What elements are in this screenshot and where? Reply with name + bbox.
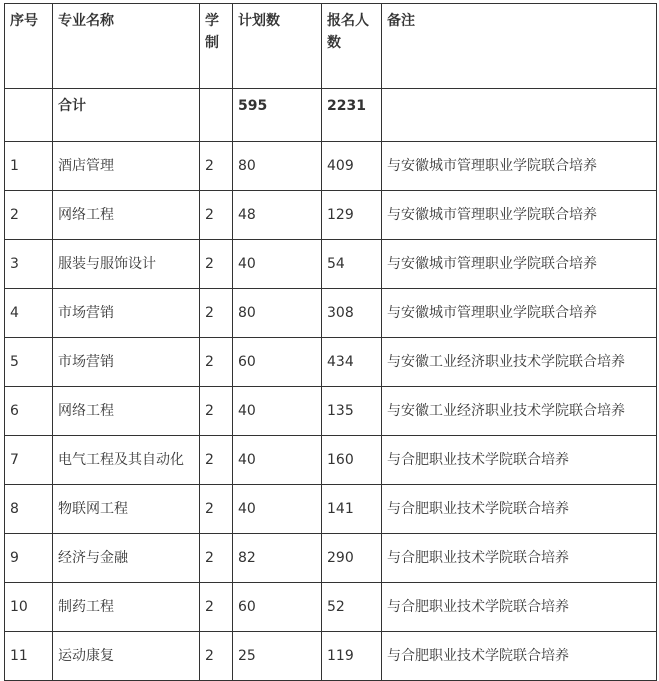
cell-applicants: 52 (322, 583, 382, 632)
cell-notes: 与安徽工业经济职业技术学院联合培养 (382, 387, 657, 436)
cell-index: 11 (5, 632, 53, 681)
cell-plan: 40 (233, 240, 322, 289)
cell-major: 经济与金融 (53, 534, 200, 583)
cell-years: 2 (200, 534, 233, 583)
cell-applicants: 129 (322, 191, 382, 240)
cell-plan: 40 (233, 485, 322, 534)
cell-notes: 与合肥职业技术学院联合培养 (382, 583, 657, 632)
total-row (5, 89, 657, 142)
cell-index: 5 (5, 338, 53, 387)
cell-notes: 与合肥职业技术学院联合培养 (382, 534, 657, 583)
cell-major: 电气工程及其自动化 (53, 436, 200, 485)
total-index (5, 89, 53, 142)
cell-notes: 与安徽城市管理职业学院联合培养 (382, 142, 657, 191)
header-index: 序号 (5, 4, 53, 89)
table-row (5, 338, 657, 387)
cell-notes: 与合肥职业技术学院联合培养 (382, 485, 657, 534)
table-row (5, 240, 657, 289)
table-row (5, 534, 657, 583)
enrollment-table (4, 3, 657, 681)
cell-index: 6 (5, 387, 53, 436)
cell-applicants: 290 (322, 534, 382, 583)
cell-major: 物联网工程 (53, 485, 200, 534)
cell-applicants: 434 (322, 338, 382, 387)
cell-major: 服装与服饰设计 (53, 240, 200, 289)
total-years (200, 89, 233, 142)
cell-applicants: 141 (322, 485, 382, 534)
total-plan: 595 (233, 89, 322, 142)
cell-applicants: 160 (322, 436, 382, 485)
cell-notes: 与安徽城市管理职业学院联合培养 (382, 289, 657, 338)
cell-major: 酒店管理 (53, 142, 200, 191)
cell-major: 网络工程 (53, 387, 200, 436)
cell-years: 2 (200, 289, 233, 338)
cell-years: 2 (200, 142, 233, 191)
cell-plan: 60 (233, 338, 322, 387)
cell-years: 2 (200, 338, 233, 387)
cell-index: 2 (5, 191, 53, 240)
header-major: 专业名称 (53, 4, 200, 89)
cell-major: 市场营销 (53, 338, 200, 387)
cell-major: 市场营销 (53, 289, 200, 338)
header-years: 学制 (200, 4, 233, 89)
table-row (5, 289, 657, 338)
cell-index: 10 (5, 583, 53, 632)
header-applicants: 报名人数 (322, 4, 382, 89)
cell-plan: 80 (233, 142, 322, 191)
cell-years: 2 (200, 191, 233, 240)
cell-notes: 与安徽城市管理职业学院联合培养 (382, 240, 657, 289)
cell-years: 2 (200, 436, 233, 485)
cell-notes: 与安徽工业经济职业技术学院联合培养 (382, 338, 657, 387)
cell-notes: 与合肥职业技术学院联合培养 (382, 436, 657, 485)
cell-plan: 82 (233, 534, 322, 583)
table-row (5, 436, 657, 485)
cell-index: 8 (5, 485, 53, 534)
header-row (5, 4, 657, 89)
table-row (5, 485, 657, 534)
cell-applicants: 308 (322, 289, 382, 338)
table-row (5, 583, 657, 632)
cell-applicants: 119 (322, 632, 382, 681)
cell-years: 2 (200, 632, 233, 681)
header-notes: 备注 (382, 4, 657, 89)
cell-plan: 25 (233, 632, 322, 681)
table-row (5, 191, 657, 240)
cell-years: 2 (200, 485, 233, 534)
header-plan: 计划数 (233, 4, 322, 89)
table-row (5, 632, 657, 681)
cell-major: 制药工程 (53, 583, 200, 632)
cell-notes: 与合肥职业技术学院联合培养 (382, 632, 657, 681)
cell-notes: 与安徽城市管理职业学院联合培养 (382, 191, 657, 240)
table-row (5, 387, 657, 436)
cell-applicants: 135 (322, 387, 382, 436)
cell-applicants: 54 (322, 240, 382, 289)
cell-plan: 40 (233, 436, 322, 485)
cell-index: 1 (5, 142, 53, 191)
total-notes (382, 89, 657, 142)
cell-years: 2 (200, 387, 233, 436)
cell-plan: 80 (233, 289, 322, 338)
cell-years: 2 (200, 583, 233, 632)
cell-applicants: 409 (322, 142, 382, 191)
cell-index: 7 (5, 436, 53, 485)
cell-major: 网络工程 (53, 191, 200, 240)
total-label: 合计 (53, 89, 200, 142)
cell-index: 3 (5, 240, 53, 289)
cell-major: 运动康复 (53, 632, 200, 681)
cell-index: 4 (5, 289, 53, 338)
cell-plan: 48 (233, 191, 322, 240)
cell-years: 2 (200, 240, 233, 289)
cell-plan: 40 (233, 387, 322, 436)
cell-plan: 60 (233, 583, 322, 632)
table-row (5, 142, 657, 191)
total-applicants: 2231 (322, 89, 382, 142)
cell-index: 9 (5, 534, 53, 583)
